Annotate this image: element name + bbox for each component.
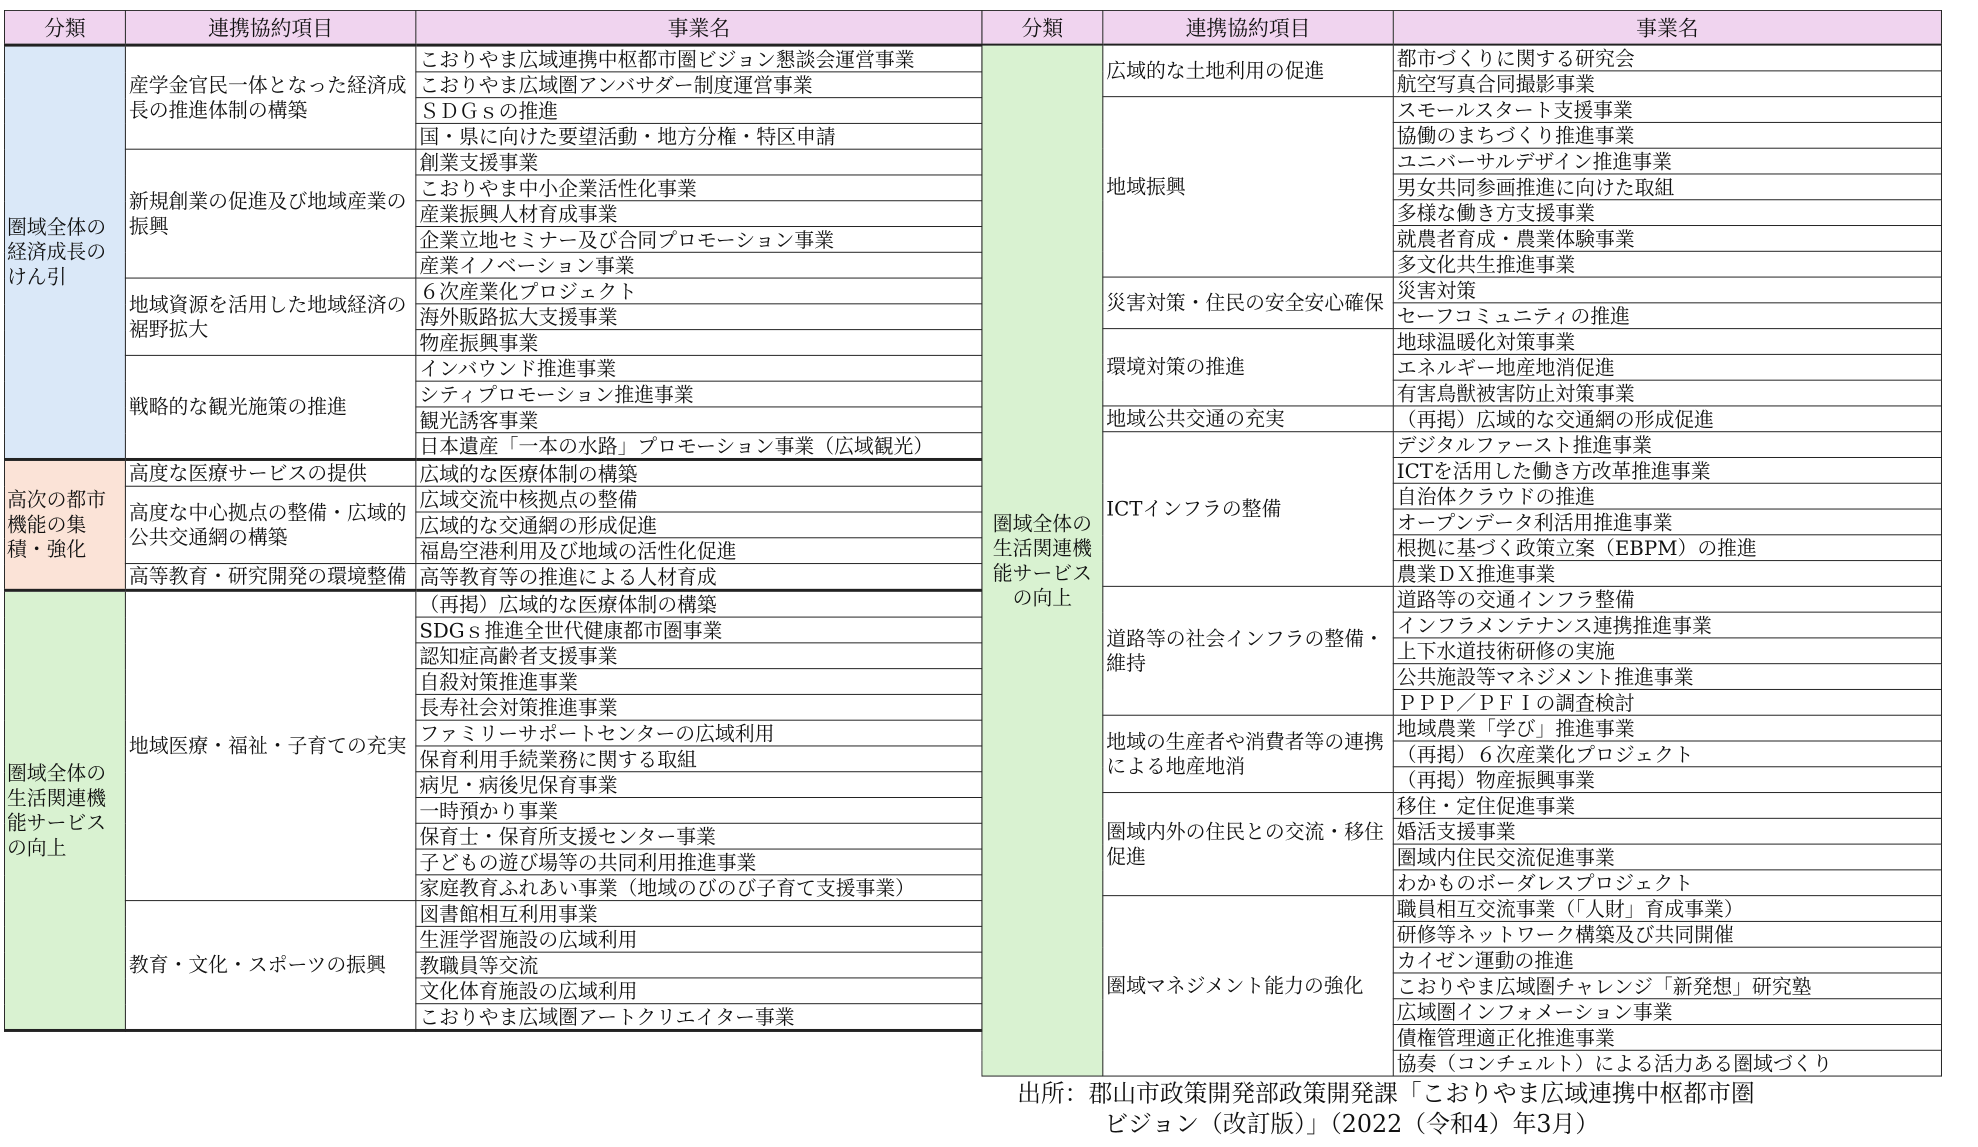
category-cell: 圏域全体の生活関連機能サービスの向上 [4, 590, 125, 1030]
project-cell: 職員相互交流事業（「人財」育成事業） [1393, 896, 1941, 922]
table-row [4, 45, 981, 72]
project-cell: 移住・定住促進事業 [1393, 793, 1941, 819]
table-row [4, 459, 981, 486]
project-cell: 家庭教育ふれあい事業（地域のびのび子育て支援事業） [416, 875, 982, 901]
item-cell: 地域振興 [1103, 97, 1393, 277]
project-cell: （再掲）広域的な医療体制の構築 [416, 590, 982, 617]
project-cell: わかものボーダレスプロジェクト [1393, 870, 1941, 896]
project-cell: 就農者育成・農業体験事業 [1393, 226, 1941, 252]
table-row [4, 564, 981, 591]
project-cell: 婚活支援事業 [1393, 818, 1941, 844]
item-cell: 地域資源を活用した地域経済の裾野拡大 [125, 278, 415, 355]
right-table [981, 10, 1942, 1077]
project-cell: 観光誘客事業 [416, 407, 982, 433]
project-cell: 企業立地セミナー及び合同プロモーション事業 [416, 227, 982, 253]
project-cell: 長寿社会対策推進事業 [416, 694, 982, 720]
project-cell: 地球温暖化対策事業 [1393, 329, 1941, 355]
category-cell: 高次の都市機能の集積・強化 [4, 459, 125, 590]
project-cell: 福島空港利用及び地域の活性化促進 [416, 538, 982, 564]
project-cell: 協働のまちづくり推進事業 [1393, 122, 1941, 148]
project-cell: （再掲）広域的な交通網の形成促進 [1393, 406, 1941, 432]
project-cell: こおりやま広域圏チャレンジ「新発想」研究塾 [1393, 973, 1941, 999]
project-cell: 公共施設等マネジメント推進事業 [1393, 664, 1941, 690]
project-cell: 産業振興人材育成事業 [416, 201, 982, 227]
project-cell: 認知症高齢者支援事業 [416, 643, 982, 669]
project-cell: ６次産業化プロジェクト [416, 278, 982, 304]
project-cell: こおりやま広域圏アンバサダー制度運営事業 [416, 72, 982, 98]
project-cell: ＰＰＰ／ＰＦＩの調査検討 [1393, 689, 1941, 715]
table-row [4, 486, 981, 512]
project-cell: 広域交流中核拠点の整備 [416, 486, 982, 512]
table-row [4, 355, 981, 381]
project-cell: シティプロモーション推進事業 [416, 381, 982, 407]
project-cell: 広域的な交通網の形成促進 [416, 512, 982, 538]
project-cell: 男女共同参画推進に向けた取組 [1393, 174, 1941, 200]
project-cell: 根拠に基づく政策立案（EBPM）の推進 [1393, 535, 1941, 561]
table-row [982, 277, 1942, 303]
project-cell: 圏域内住民交流促進事業 [1393, 844, 1941, 870]
item-cell: 戦略的な観光施策の推進 [125, 355, 415, 459]
item-cell: 災害対策・住民の安全安心確保 [1103, 277, 1393, 329]
project-cell: 地域農業「学び」推進事業 [1393, 715, 1941, 741]
header-project: 事業名 [1393, 10, 1941, 44]
project-cell: 日本遺産「一本の水路」プロモーション事業（広域観光） [416, 433, 982, 460]
project-cell: 子どもの遊び場等の共同利用推進事業 [416, 849, 982, 875]
project-cell: 高等教育等の推進による人材育成 [416, 564, 982, 591]
project-cell: こおりやま広域圏アートクリエイター事業 [416, 1004, 982, 1031]
project-cell: 道路等の交通インフラ整備 [1393, 586, 1941, 612]
item-cell: 地域公共交通の充実 [1103, 406, 1393, 432]
table-row [982, 329, 1942, 355]
item-cell: 圏域マネジメント能力の強化 [1103, 896, 1393, 1076]
project-cell: 債権管理適正化推進事業 [1393, 1025, 1941, 1051]
project-cell: 自治体クラウドの推進 [1393, 483, 1941, 509]
project-cell: 農業ＤＸ推進事業 [1393, 561, 1941, 587]
table-row [982, 432, 1942, 458]
table-row [982, 793, 1942, 819]
table-row [982, 45, 1942, 71]
item-cell: 教育・文化・スポーツの振興 [125, 901, 415, 1031]
table-row [4, 278, 981, 304]
header-category: 分類 [4, 10, 125, 45]
project-cell: 文化体育施設の広域利用 [416, 978, 982, 1004]
header-category: 分類 [982, 10, 1103, 44]
table-row [982, 97, 1942, 123]
project-cell: 有害鳥獣被害防止対策事業 [1393, 380, 1941, 406]
table-row [982, 406, 1942, 432]
project-cell: 協奏（コンチェルト）による活力ある圏域づくり [1393, 1050, 1941, 1076]
table-row [982, 586, 1942, 612]
source-note [1017, 1079, 1755, 1140]
project-cell: オープンデータ利活用推進事業 [1393, 509, 1941, 535]
item-cell: 高度な中心拠点の整備・広域的公共交通網の構築 [125, 486, 415, 563]
left-table [4, 10, 982, 1032]
project-cell: 病児・病後児保育事業 [416, 772, 982, 798]
item-cell: 地域の生産者や消費者等の連携による地産地消 [1103, 715, 1393, 792]
table-row [4, 590, 981, 617]
project-cell: （再掲）物産振興事業 [1393, 767, 1941, 793]
item-cell: 広域的な土地利用の促進 [1103, 45, 1393, 97]
project-cell: 生涯学習施設の広域利用 [416, 926, 982, 952]
project-cell: 航空写真合同撮影事業 [1393, 71, 1941, 97]
item-cell: 高等教育・研究開発の環境整備 [125, 564, 415, 591]
item-cell: 産学金官民一体となった経済成長の推進体制の構築 [125, 45, 415, 149]
table-row [982, 896, 1942, 922]
project-cell: 一時預かり事業 [416, 798, 982, 824]
project-cell: エネルギー地産地消促進 [1393, 354, 1941, 380]
table-row [4, 149, 981, 175]
item-cell: 環境対策の推進 [1103, 329, 1393, 406]
project-cell: 多文化共生推進事業 [1393, 251, 1941, 277]
project-cell: 創業支援事業 [416, 149, 982, 175]
project-cell: 多様な働き方支援事業 [1393, 200, 1941, 226]
project-cell: 広域的な医療体制の構築 [416, 459, 982, 486]
category-cell: 圏域全体の経済成長のけん引 [4, 45, 125, 459]
project-cell: インフラメンテナンス連携推進事業 [1393, 612, 1941, 638]
header-row [4, 10, 981, 45]
project-cell: 災害対策 [1393, 277, 1941, 303]
project-cell: 国・県に向けた要望活動・地方分権・特区申請 [416, 123, 982, 149]
header-project: 事業名 [416, 10, 982, 45]
item-cell: 道路等の社会インフラの整備・ 維持 [1103, 586, 1393, 715]
project-cell: 都市づくりに関する研究会 [1393, 45, 1941, 71]
project-cell: ＳＤＧｓの推進 [416, 98, 982, 124]
project-cell: 物産振興事業 [416, 330, 982, 356]
project-cell: こおりやま中小企業活性化事業 [416, 175, 982, 201]
source-line-1: 出所：郡山市政策開発部政策開発課「こおりやま広域連携中枢都市圏 [1017, 1079, 1755, 1108]
table-row [982, 715, 1942, 741]
header-item: 連携協約項目 [1103, 10, 1393, 44]
project-cell: 広域圏インフォメーション事業 [1393, 999, 1941, 1025]
project-cell: （再掲）６次産業化プロジェクト [1393, 741, 1941, 767]
project-cell: インバウンド推進事業 [416, 355, 982, 381]
source-line-2: ビジョン（改訂版）」（2022（令和4）年3月） [1104, 1110, 1600, 1139]
project-cell: 自殺対策推進事業 [416, 669, 982, 695]
project-cell: こおりやま広域連携中枢都市圏ビジョン懇談会運営事業 [416, 45, 982, 72]
project-cell: カイゼン運動の推進 [1393, 947, 1941, 973]
project-cell: 教職員等交流 [416, 952, 982, 978]
item-cell: 高度な医療サービスの提供 [125, 459, 415, 486]
project-cell: 研修等ネットワーク構築及び共同開催 [1393, 921, 1941, 947]
project-cell: 保育士・保育所支援センター事業 [416, 823, 982, 849]
project-cell: 図書館相互利用事業 [416, 901, 982, 927]
project-cell: 上下水道技術研修の実施 [1393, 638, 1941, 664]
table-row [4, 901, 981, 927]
category-cell: 圏域全体の生活関連機能サービスの向上 [982, 45, 1103, 1076]
project-cell: ユニバーサルデザイン推進事業 [1393, 148, 1941, 174]
item-cell: ICTインフラの整備 [1103, 432, 1393, 587]
project-cell: セーフコミュニティの推進 [1393, 303, 1941, 329]
header-row [982, 10, 1942, 44]
project-cell: デジタルファースト推進事業 [1393, 432, 1941, 458]
project-cell: 保育利用手続業務に関する取組 [416, 746, 982, 772]
project-cell: スモールスタート支援事業 [1393, 97, 1941, 123]
project-cell: ファミリーサポートセンターの広域利用 [416, 720, 982, 746]
header-item: 連携協約項目 [125, 10, 415, 45]
item-cell: 地域医療・福祉・子育ての充実 [125, 590, 415, 900]
project-cell: 海外販路拡大支援事業 [416, 304, 982, 330]
project-cell: 産業イノベーション事業 [416, 252, 982, 278]
item-cell: 圏域内外の住民との交流・移住促進 [1103, 793, 1393, 896]
item-cell: 新規創業の促進及び地域産業の振興 [125, 149, 415, 278]
project-cell: ICTを活用した働き方改革推進事業 [1393, 457, 1941, 483]
project-cell: SDGｓ推進全世代健康都市圏事業 [416, 617, 982, 643]
